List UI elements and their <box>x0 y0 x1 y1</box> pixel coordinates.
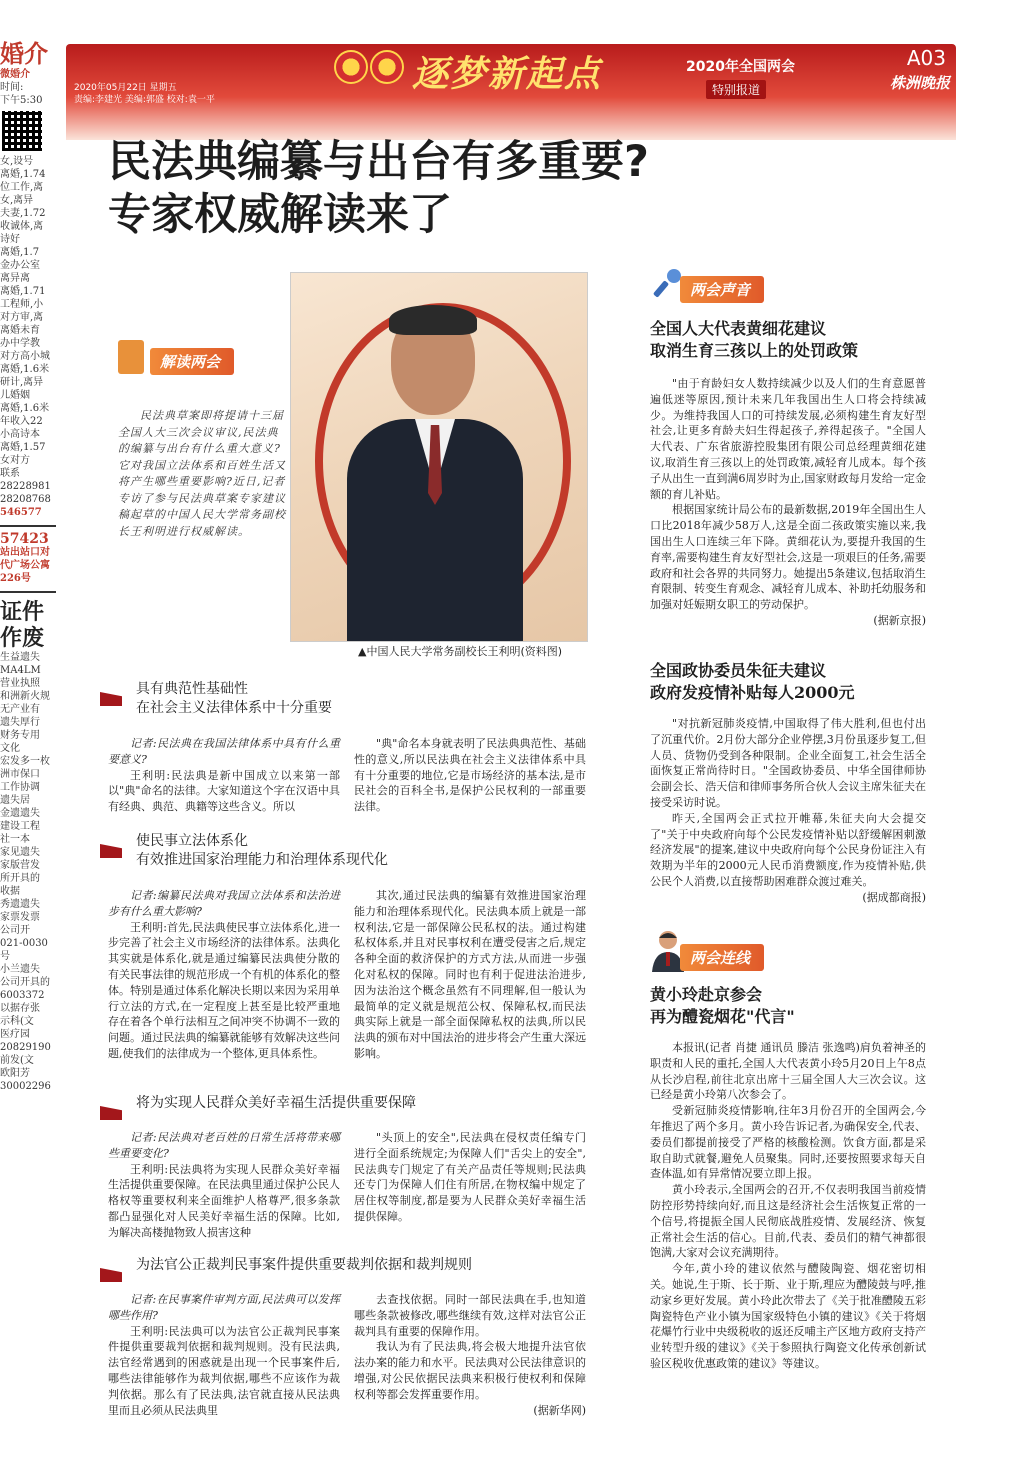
section-2-heading: 使民事立法体系化 有效推进国家治理能力和治理体系现代化 <box>104 832 574 870</box>
strip-cert-listing: 收据 <box>0 886 20 897</box>
headline-line-2: 专家权威解读来了 <box>108 190 452 240</box>
strip-cert-listing: 营业执照 <box>0 678 40 689</box>
strip-cert-listing: 秀遗遗失 <box>0 899 40 910</box>
lianghui-voice-tag: 两会声音 <box>680 276 764 303</box>
national-emblem-icon <box>334 50 368 84</box>
strip-cert-listing: 社一本 <box>0 834 30 845</box>
newspaper-name: 株洲晚报 <box>889 74 950 92</box>
lianghui-connect-tag: 两会连线 <box>680 944 764 971</box>
header-slogan: 逐梦新起点 <box>412 53 603 95</box>
strip-cert-listing: 金遗遗失 <box>0 808 40 819</box>
article-2-title: 全国政协委员朱征夫建议 政府发疫情补贴每人2000元 <box>650 661 855 702</box>
article-1-title: 全国人大代表黄细花建议 取消生育三孩以上的处罚政策 <box>650 319 859 360</box>
strip-hours2: 下午5:30 <box>0 95 43 106</box>
strip-hours: 时间: <box>0 82 24 93</box>
page-number: A03 <box>906 46 946 70</box>
strip-cert-listing: 宏发多一枚 <box>0 756 50 767</box>
strip-cert-listing: 所开具的 <box>0 873 40 884</box>
strip-cert-listing: 医疗园 <box>0 1029 30 1040</box>
intro-paragraph: 民法典草案即将提请十三届全国人大三次会议审议,民法典的编纂与出台有什么重大意义?它对我国立法体系和百姓生活又将产生哪些重要影响?近日,记者专访了参与民法典草案专家建议稿起草的中国人民大学常务副校长王利明进行权威解读。 <box>118 409 286 538</box>
microphone-icon <box>650 266 684 300</box>
strip-listing: 金办公室 <box>0 260 40 271</box>
strip-cert-listing: 前发(文 <box>0 1055 34 1066</box>
strip-cert-listing: 30002296 <box>0 1081 51 1092</box>
strip-listing: 小高诗本 <box>0 429 40 440</box>
strip-listing: 离婚,1.71 <box>0 286 46 297</box>
strip-cert-listing: 6003372 <box>0 990 45 1001</box>
strip-cert-listing: 工作协调 <box>0 782 40 793</box>
photo-caption: ▲中国人民大学常务副校长王利明(资料图) <box>358 645 563 658</box>
cppcc-emblem-icon <box>370 50 404 84</box>
article-3-title: 黄小玲赴京参会 再为醴瓷烟花"代言" <box>650 985 795 1026</box>
strip-cert-title: 证件作废 <box>0 599 45 651</box>
strip-red-2: 站出站口对 <box>0 547 50 558</box>
header-date: 2020年05月22日 星期五 <box>74 83 177 93</box>
strip-red-3: 代广场公寓 <box>0 560 50 571</box>
strip-listing: 收诚体,离 <box>0 221 44 232</box>
strip-red-4: 226号 <box>0 573 31 584</box>
strip-cert-listing: 021-0030 <box>0 938 48 949</box>
strip-cert-listing: 家见遗失 <box>0 847 40 858</box>
strip-cert-listing: 文化 <box>0 743 20 754</box>
page-header-banner <box>66 44 956 140</box>
strip-red-number: 57423 <box>0 531 49 547</box>
strip-title: 婚介 <box>0 40 48 68</box>
section-1-right: "典"命名本身就表明了民法典典范性、基础性的意义,所以民法典在社会主义法律体系中具有十分重要的地位,它是市场经济的基本法,是市民社会的百科全书,是保护公民权利的一部重要法律。 <box>354 737 586 814</box>
strip-phone-2: 28208768 <box>0 494 51 505</box>
strip-listing: 离婚未育 <box>0 325 40 336</box>
article-1-source: (据新京报) <box>873 613 926 627</box>
strip-listing: 研计,离异 <box>0 377 44 388</box>
strip-listing: 诗好 <box>0 234 20 245</box>
strip-cert-listing: 小兰遗失 <box>0 964 40 975</box>
strip-subtitle: 微婚介 <box>0 69 30 80</box>
article-3-body: 本报讯(记者 肖捷 通讯员 滕洁 张逸鸣)肩负着神圣的职责和人民的重托,全国人大代表黄小玲5月20日上午8点从长沙启程,前往北京出席十三届全国人大三次会议。这已经是黄小玲第八次参会了。 受新冠肺炎疫情影响,往年3月份召开的全国两会,今年推迟了两个多月。黄小玲告诉记者,为确保安全,代表、委员们都提前接受了严格的核酸检测。饮食方面,都是采取自助式就餐,避免人员聚集。同时,还要按照要求每天自查体温,如有异常情况要立即上报。 黄小玲表示,全国两会的召开,不仅表明我国当前疫情防控形势持续向好,而且这是经济社会生活恢复正常的一个信号,将提振全国人民彻底战胜疫情、发展经济、恢复正常社会生活的信心。目前,代表、委员们的精气神都很饱满,大家对会议充满期待。 今年,黄小玲的建议依然与醴陵陶瓷、烟花密切相关。她说,生于斯、长于斯、业于斯,理应为醴陵鼓与呼,推动家乡更好发展。黄小玲此次带去了《关于批准醴陵五彩陶瓷特色产业小镇为国家级特色小镇的建议》《关于将烟花爆竹行业中央级税收的返还反哺主产区地方政府支持产业转型升级的建议》《关于参照执行陶瓷文化传承创新试验区税收优惠政策的建议》等建议。 <box>650 1041 926 1370</box>
strip-cert-listing: 家版营发 <box>0 860 40 871</box>
strip-listing: 对方高小城 <box>0 351 50 362</box>
strip-cert-listing: 洲市保口 <box>0 769 40 780</box>
strip-cert-listing: 公司开具的 <box>0 977 50 988</box>
section-1-heading: 具有典范性基础性 在社会主义法律体系中十分重要 <box>104 680 574 718</box>
header-event: 2020年全国两会 <box>686 59 795 75</box>
notebook-icon <box>118 340 144 374</box>
strip-listing: 年收入22 <box>0 416 43 427</box>
strip-listing: 对方审,离 <box>0 312 44 323</box>
strip-listing: 离婚,1.57 <box>0 442 46 453</box>
article-2-source: (据成都商报) <box>862 890 926 904</box>
main-headline <box>108 136 649 242</box>
section-4-source: (据新华网) <box>533 1403 586 1417</box>
strip-cert-listing: 以据存张 <box>0 1003 40 1014</box>
header-special-badge: 特别报道 <box>706 80 766 99</box>
strip-cert-listing: 家票发票 <box>0 912 40 923</box>
strip-cert-listing: 公司开 <box>0 925 30 936</box>
section-2-right: 其次,通过民法典的编纂有效推进国家治理能力和治理体系现代化。民法典本质上就是一部权利法,它是一部保障公民私权的法。通过构建私权体系,并且对民事权利在遭受侵害之后,规定各种全面的救济保护的方式方法,从而进一步强化对私权的保障。同时也有利于促进法治进步,因为法治这个概念虽然有不同理解,但一般认为最简单的定义就是规范公权、保障私权,而民法典实际上就是一部全面保障私权的法典,所以民法典的颁布对中国法治的进步将会产生重大深远影响。 <box>354 889 586 1060</box>
strip-listing: 儿婚姻 <box>0 390 30 401</box>
strip-phone-3: 546577 <box>0 507 42 518</box>
strip-cert-listing: 财务专用 <box>0 730 40 741</box>
strip-cert-listing: 遗失居 <box>0 795 30 806</box>
section-1-left: 记者:民法典在我国法律体系中具有什么重要意义? 王利明:民法典是新中国成立以来第一部以"典"命名的法律。大家知道这个字在汉语中具有经典、典范、典籍等这些含义。所以 <box>108 737 340 814</box>
strip-listing: 联系 <box>0 468 20 479</box>
strip-listing: 离婚,1.7 <box>0 247 40 258</box>
strip-cert-listings <box>0 651 56 1093</box>
section-4-right: 去查找依据。同时一部民法典在手,也知道哪些条款被修改,哪些继续有效,这样对法官公正裁判具有重要的保障作用。 我认为有了民法典,将会极大地提升法官依法办案的能力和水平。民法典对公民法律意识的增强,对公民依据民法典来积极行使权利和保障权利等都会发挥重要作用。 (据新华网) <box>354 1293 586 1417</box>
strip-phone-1: 28228981 <box>0 481 51 492</box>
section-4-heading: 为法官公正裁判民事案件提供重要裁判依据和裁判规则 <box>104 1256 574 1275</box>
qr-code <box>2 111 42 151</box>
portrait-photo <box>290 272 588 642</box>
strip-cert-listing: 号 <box>0 951 10 962</box>
strip-cert-listing: 20829190 <box>0 1042 51 1053</box>
jiedu-tag: 解读两会 <box>150 348 234 375</box>
article-2-body: "对抗新冠肺炎疫情,中国取得了伟大胜利,但也付出了沉重代价。2月份大部分企业停摆,3月份虽逐步复工,但人员、货物仍受到各种限制。企业全面复工,社会生活全面恢复正常尚待时日。"全国政协委员、中华全国律师协会副会长、浩天信和律师事务所合伙人会议主席朱征夫在接受采访时说。 昨天,全国两会正式拉开帷幕,朱征夫向大会提交了"关于中央政府向每个公民发疫情补贴以舒缓解困刺激经济发展"的提案,建议中央政府向每个公民身份证注入有效期为半年的2000元人民币消费额度,作为疫情补贴,供公民个人消费,以直接帮助困难群众渡过难关。 (据成都商报) <box>650 717 926 904</box>
strip-cert-listing: 建设工程 <box>0 821 40 832</box>
headline-line-1: 民法典编纂与出台有多重要? <box>108 137 649 187</box>
strip-cert-listing: MA4LM <box>0 665 41 676</box>
strip-cert-listing: 欧阳芳 <box>0 1068 30 1079</box>
strip-cert-listing: 和洲新火规 <box>0 691 50 702</box>
strip-cert-listing: 无产业有 <box>0 704 40 715</box>
strip-listing: 女,离异 <box>0 195 34 206</box>
strip-cert-listing: 生益遗失 <box>0 652 40 663</box>
section-3-left: 记者:民法典对老百姓的日常生活将带来哪些重要变化? 王利明:民法典将为实现人民群众美好幸福生活提供重要保障。在民法典里通过保护公民人格权等重要权利来全面维护人格尊严,很多条款都凸显强化对人民美好幸福生活的保障。比如,为解决高楼抛物致人损害这种 <box>108 1131 340 1239</box>
strip-listing: 女对方 <box>0 455 30 466</box>
section-4-left: 记者:在民事案件审判方面,民法典可以发挥哪些作用? 王利明:民法典可以为法官公正裁判民事案件提供重要裁判依据和裁判规则。没有民法典,法官经常遇到的困惑就是出现一个民事案件后,哪些法律能够作为裁判依据,哪些不应该作为裁判依据。那么有了民法典,法官就直接从民法典里而且必须从民法典里 <box>108 1293 340 1417</box>
strip-cert-listing: 示科(文 <box>0 1016 34 1027</box>
strip-listing: 离婚,1.6米 <box>0 403 50 414</box>
strip-listing: 办中学教 <box>0 338 40 349</box>
strip-listing: 女,设号 <box>0 156 34 167</box>
strip-listing: 离婚,1.6米 <box>0 364 50 375</box>
left-ad-strip <box>0 40 56 1460</box>
strip-listing: 离异离 <box>0 273 30 284</box>
section-2-left: 记者:编纂民法典对我国立法体系和法治进步有什么重大影响? 王利明:首先,民法典使民事立法体系化,进一步完善了社会主义市场经济的法律体系。法典化其实就是体系化,就是通过编纂民法典使分散的有关民事法律的规范形成一个有机的体系化的整体。特别是通过体系化解决长期以来因为采用单行立法的方式,在一定程度上甚至是比较严重地存在着各个单行法相互之间冲突不协调不一致的问题。通过民法典的编纂就能够有效解决这些问题,使我们的法律成为一个整体,更具体系性。 <box>108 889 340 1060</box>
section-3-heading: 将为实现人民群众美好幸福生活提供重要保障 <box>104 1094 574 1113</box>
strip-listing: 离婚,1.74 <box>0 169 46 180</box>
strip-cert-listing: 遗失厚行 <box>0 717 40 728</box>
header-editors: 责编:李建光 美编:郭盛 校对:袁一平 <box>74 95 215 105</box>
article-1-body: "由于育龄妇女人数持续减少以及人们的生育意愿普遍低迷等原因,预计未来几年我国出生人口将会持续减少。为维持我国人口的可持续发展,必须构建生育友好型社会,让更多育龄夫妇生得起孩子,养得起孩子。"全国人大代表、广东省旅游控股集团有限公司总经理黄细花建议,取消生育三孩以上的处罚政策,减轻育儿成本。每个孩子从出生一直到满6周岁时为止,国家财政每月发给一定金额的育儿补贴。 根据国家统计局公布的最新数据,2019年全国出生人口比2018年减少58万人,这是全面二孩政策实施以来,我国出生人口连续三年下降。黄细花认为,要提升我国的生育率,需要构建生育友好型社会,这是一项艰巨的任务,需要政府和社会各界的共同努力。她提出5条建议,包括取消生育限制、转变生育观念、减轻育儿成本、补助托幼服务和加强对妊娠期女职工的劳动保护。 (据新京报) <box>650 377 926 627</box>
strip-listing: 夫妻,1.72 <box>0 208 46 219</box>
strip-listing: 工程师,小 <box>0 299 44 310</box>
strip-listing: 位工作,离 <box>0 182 44 193</box>
section-3-right: "头顶上的安全",民法典在侵权责任编专门进行全面系统规定;为保障人们"舌尖上的安全",民法典专门规定了有关产品责任等规则;民法典还专门为保障人们住有所居,在物权编中规定了居住权等制度,都是要为人民群众美好幸福生活提供保障。 <box>354 1131 586 1223</box>
strip-listings <box>0 155 56 480</box>
